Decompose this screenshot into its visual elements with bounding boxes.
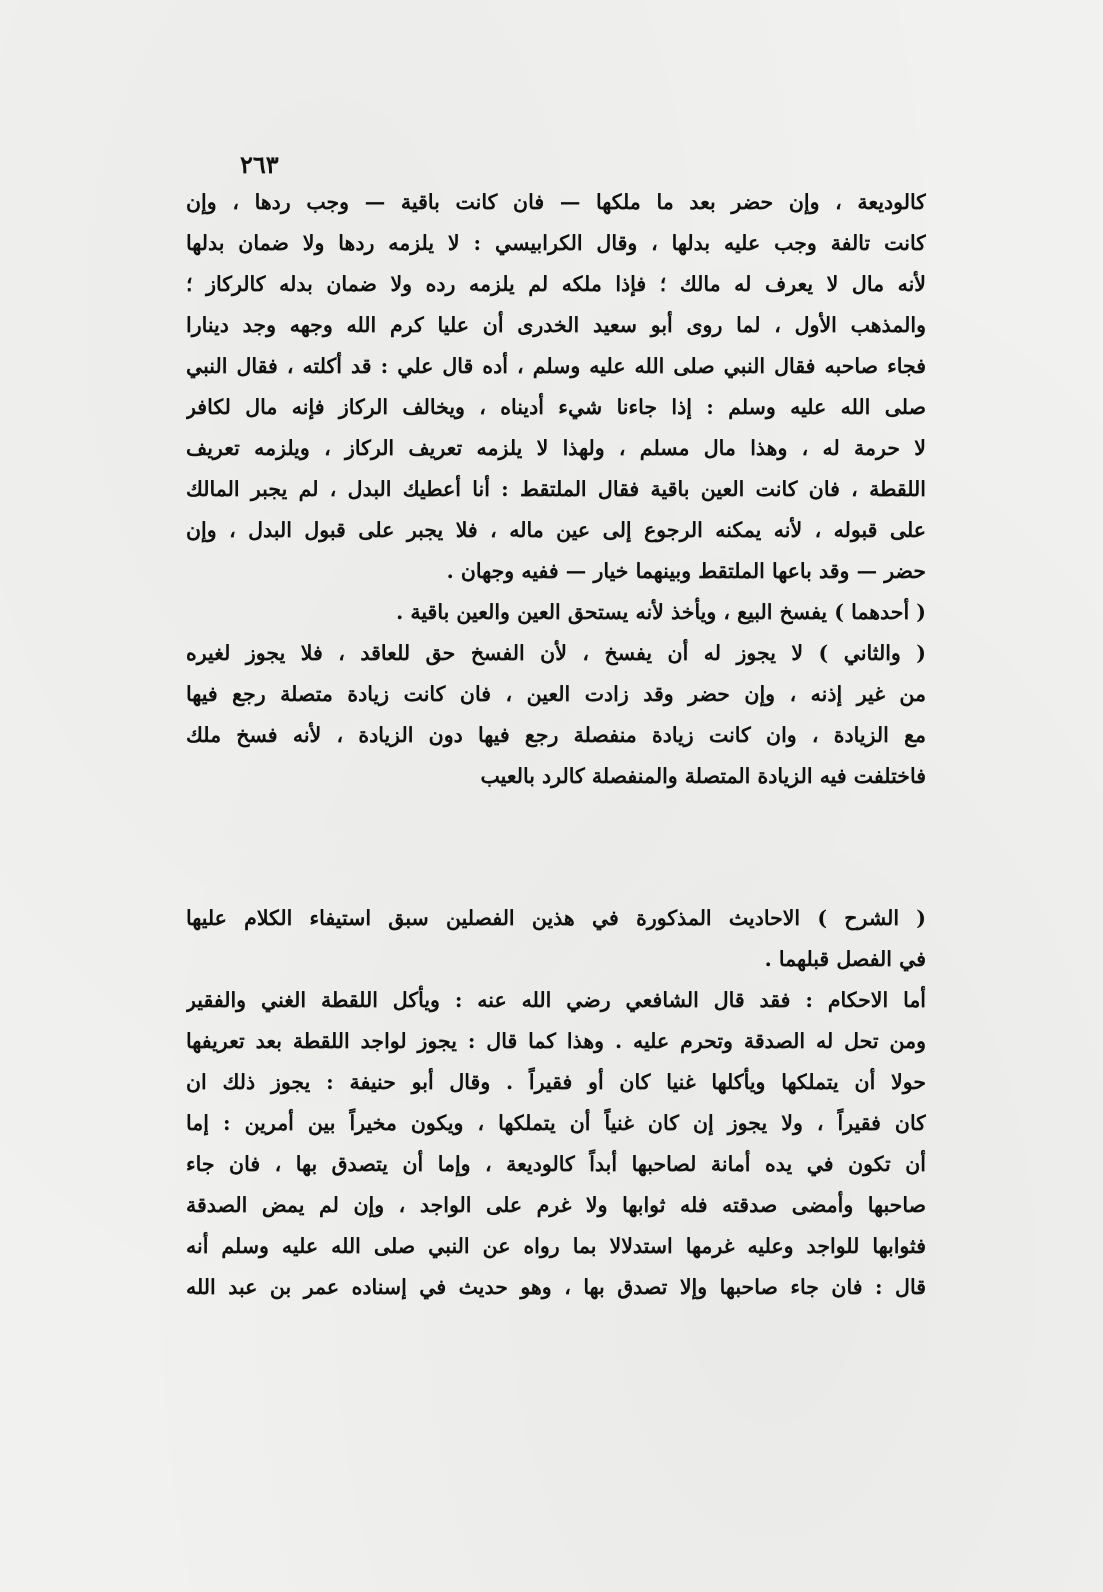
text-line: حولا أن يتملكها ويأكلها غنيا كان أو فقيراً . وقال أبو حنيفة : يجوز ذلك ان — [186, 1070, 926, 1094]
text-line: ( الشرح ) الاحاديث المذكورة في هذين الفصلين سبق استيفاء الكلام عليها — [186, 906, 926, 930]
text-line: من غير إذنه ، وإن حضر وقد زادت العين ، فان كانت زيادة متصلة رجع فيها — [186, 682, 926, 706]
text-line: كانت تالفة وجب عليه بدلها ، وقال الكرابيسي : لا يلزمه ردها ولا ضمان بدلها — [186, 231, 926, 255]
text-line: كان فقيراً ، ولا يجوز إن كان غنياً أن يتملكها ، ويكون مخيراً بين أمرين : إما — [186, 1111, 926, 1135]
text-line: أن تكون في يده أمانة لصاحبها أبداً كالوديعة ، وإما أن يتصدق بها ، فان جاء — [186, 1152, 926, 1176]
text-line: ومن تحل له الصدقة وتحرم عليه . وهذا كما قال : يجوز لواجد اللقطة بعد تعريفها — [186, 1029, 926, 1053]
page-number: ٢٦٣ — [240, 150, 279, 179]
text-line: مع الزيادة ، وان كانت زيادة منفصلة رجع فيها دون الزيادة ، لأنه فسخ ملك — [186, 723, 926, 747]
text-line: فجاء صاحبه فقال النبي صلى الله عليه وسلم ، أده قال علي : قد أكلته ، فقال النبي — [186, 354, 926, 378]
text-line: أما الاحكام : فقد قال الشافعي رضي الله عنه : ويأكل اللقطة الغني والفقير — [186, 988, 926, 1012]
text-line: فاختلفت فيه الزيادة المتصلة والمنفصلة كالرد بالعيب — [480, 764, 926, 788]
text-block-main — [186, 182, 926, 797]
text-line: صاحبها وأمضى صدقته فله ثوابها ولا غرم على الواجد ، وإن لم يمض الصدقة — [186, 1193, 926, 1217]
text-line: اللقطة ، فان كانت العين باقية فقال الملتقط : أنا أعطيك البدل ، لم يجبر المالك — [186, 477, 926, 501]
text-line: قال : فان جاء صاحبها وإلا تصدق بها ، وهو حديث في إسناده عمر بن عبد الله — [186, 1275, 926, 1299]
text-line: ( أحدهما ) يفسخ البيع ، ويأخذ لأنه يستحق العين والعين باقية . — [396, 600, 926, 624]
text-line: كالوديعة ، وإن حضر بعد ما ملكها — فان كانت باقية — وجب ردها ، وإن — [186, 190, 926, 214]
text-line: فثوابها للواجد وعليه غرمها استدلالا بما رواه عن النبي صلى الله عليه وسلم أنه — [186, 1234, 926, 1258]
text-block-commentary — [186, 898, 926, 1308]
text-line: لا حرمة له ، وهذا مال مسلم ، ولهذا لا يلزمه تعريف الركاز ، ويلزمه تعريف — [186, 436, 926, 460]
text-line: صلى الله عليه وسلم : إذا جاءنا شيء أديناه ، ويخالف الركاز فإنه مال لكافر — [186, 395, 926, 419]
text-line: لأنه مال لا يعرف له مالك ؛ فإذا ملكه لم يلزمه رده ولا ضمان بدله كالركاز ؛ — [186, 272, 926, 296]
text-line: حضر — وقد باعها الملتقط وبينهما خيار — ففيه وجهان . — [446, 559, 926, 583]
text-line: على قبوله ، لأنه يمكنه الرجوع إلى عين ماله ، فلا يجبر على قبول البدل ، وإن — [186, 518, 926, 542]
text-line: في الفصل قبلهما . — [764, 947, 926, 971]
text-line: والمذهب الأول ، لما روى أبو سعيد الخدرى أن عليا كرم الله وجهه وجد دينارا — [186, 313, 926, 337]
text-line: ( والثاني ) لا يجوز له أن يفسخ ، لأن الفسخ حق للعاقد ، فلا يجوز لغيره — [186, 641, 926, 665]
